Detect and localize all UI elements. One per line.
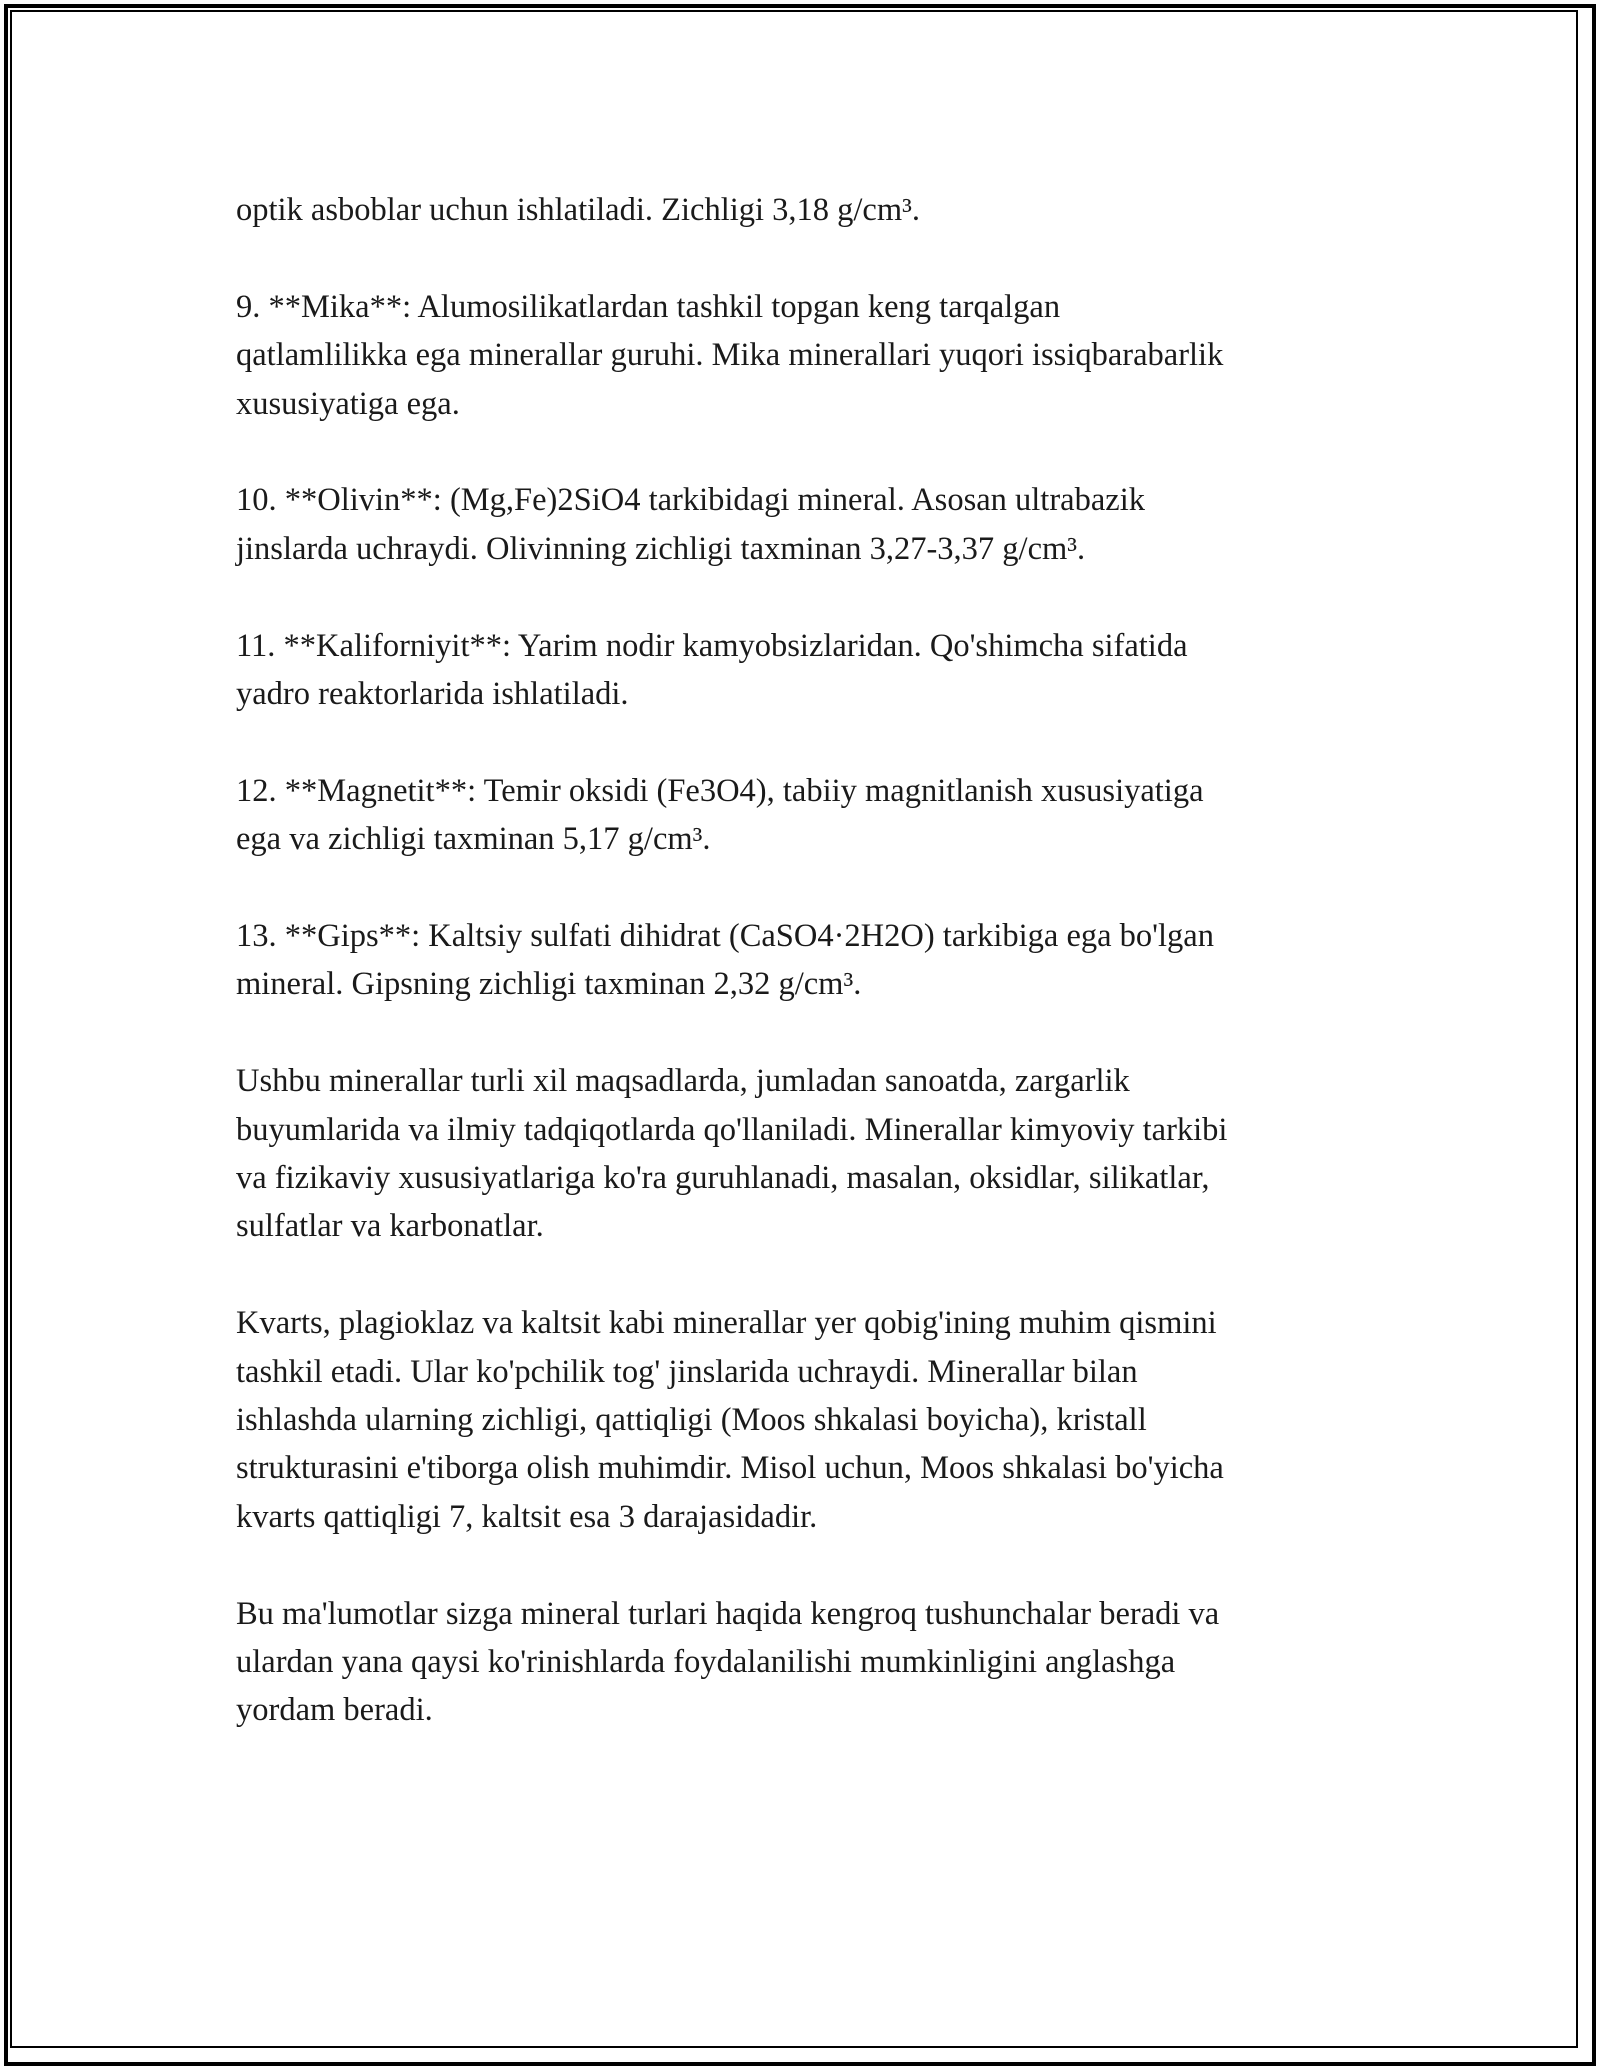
list-item-mika: 9. **Mika**: Alumosilikatlardan tashkil topgan keng tarqalgan qatlamlilikka ega minerallar guruhi. Mika minerallari yuqori issiqbarabarlik xususiyatiga ega. [236, 288, 1224, 422]
list-item-olivin: 10. **Olivin**: (Mg,Fe)2SiO4 tarkibidagi mineral. Asosan ultrabazik jinslarda uchraydi. Olivinning zichligi taxminan 3,27-3,37 g/cm³. [236, 482, 1145, 567]
paragraph-optik-asboblar: optik asboblar uchun ishlatiladi. Zichligi 3,18 g/cm³. [236, 192, 921, 228]
paragraph-xulosa: Bu ma'lumotlar sizga mineral turlari haqida kengroq tushunchalar beradi va ulardan yana qaysi ko'rinishlarda foydalanilishi mumkinligini anglashga yordam beradi. [236, 1595, 1220, 1729]
list-item-magnetit: 12. **Magnetit**: Temir oksidi (Fe3O4), tabiiy magnitlanish xususiyatiga ega va zichligi taxminan 5,17 g/cm³. [236, 772, 1204, 858]
paragraph-minerallar-maqsadlari: Ushbu minerallar turli xil maqsadlarda, jumladan sanoatda, zargarlik buyumlarida va ilmiy tadqiqotlarda qo'llaniladi. Minerallar kimyoviy tarkibi va fizikaviy xususiyatlariga ko'ra guruhlanadi, masalan, oksidlar, silikatlar, sulfatlar va karbonatlar. [236, 1063, 1228, 1245]
document-body [236, 186, 1376, 1783]
paragraph-kvarts-plagioklaz: Kvarts, plagioklaz va kaltsit kabi minerallar yer qobig'ining muhim qismini tashkil etadi. Ular ko'pchilik tog' jinslarida uchraydi. Minerallar bilan ishlashda ularning zichligi, qattiqligi (Moos shkalasi boyicha), kristall strukturasini e'tiborga olish muhimdir. Misol uchun, Moos shkalasi bo'yicha kvarts qattiqligi 7, kaltsit esa 3 darajasidadir. [236, 1305, 1224, 1535]
list-item-gips: 13. **Gips**: Kaltsiy sulfati dihidrat (CaSO4·2H2O) tarkibiga ega bo'lgan mineral. Gipsning zichligi taxminan 2,32 g/cm³. [236, 918, 1214, 1003]
list-item-kaliforniyit: 11. **Kaliforniyit**: Yarim nodir kamyobsizlaridan. Qo'shimcha sifatida yadro reaktorlarida ishlatiladi. [236, 627, 1188, 713]
